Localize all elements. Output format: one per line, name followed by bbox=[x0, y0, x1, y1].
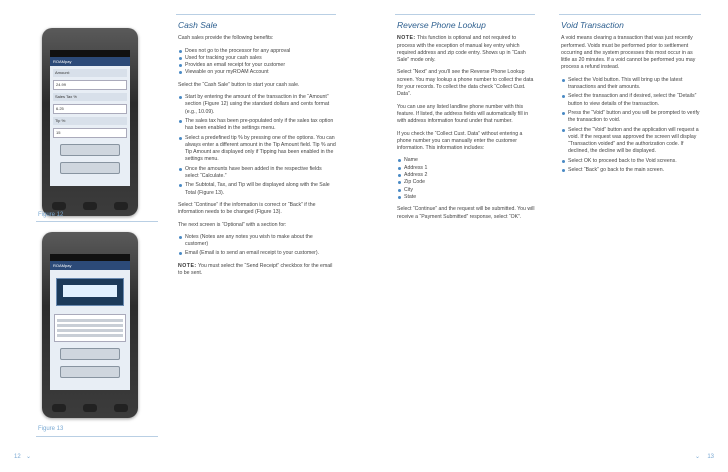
sales-tax-label: Sales Tax % bbox=[53, 93, 127, 101]
calculate-button[interactable] bbox=[60, 144, 120, 156]
void-steps-list bbox=[561, 77, 701, 175]
note-label: NOTE: bbox=[397, 35, 416, 42]
continue-button[interactable] bbox=[60, 348, 120, 360]
chevron-down-icon: ⌄ bbox=[26, 454, 32, 460]
reverse-phone-title: Reverse Phone Lookup bbox=[397, 20, 486, 30]
status-bar bbox=[50, 50, 130, 57]
list-item: Name bbox=[397, 157, 535, 164]
right-page-number: 13 bbox=[707, 454, 714, 460]
list-item: Select OK to proceed back to the Void screens. bbox=[561, 158, 701, 165]
reverse-phone-p2: You can use any listed landline phone number with this feature. If listed, the address fields will automatically fill in with address information found under that number. bbox=[397, 103, 529, 125]
list-item: Notes (Notes are any notes you wish to make about the customer) bbox=[178, 234, 336, 249]
list-item: Email (Email is to send an email receipt to your customer). bbox=[178, 250, 336, 257]
fields-list bbox=[397, 157, 535, 201]
void-column bbox=[561, 22, 701, 179]
figure-13-rule bbox=[36, 436, 158, 437]
continue-text: Select “Continue” if the information is correct or “Back” if the information needs to be changed (Figure 13). bbox=[178, 201, 316, 216]
confirmation-dialog bbox=[56, 278, 124, 306]
list-item: Press the “Void” button and you will be prompted to verify the transaction to void. bbox=[561, 110, 701, 125]
hardware-buttons bbox=[52, 404, 128, 414]
amount-label: Amount: bbox=[53, 69, 127, 77]
list-item: Select the “Void” button and the application will request a void. If the request was approved the screen will display “Transaction voided” and the authorization code. If declined, the decline will be displayed. bbox=[561, 127, 701, 156]
reverse-phone-p1: Select “Next” and you’ll see the Reverse Phone Lookup screen. You may lookup a phone number to collect the data for your records. To collect the data check “Collect Cust. Data”. bbox=[397, 69, 534, 98]
select-cash-sale-text: Select the “Cash Sale” button to start your cash sale. bbox=[178, 81, 300, 88]
app-title-bar: ROAMpay bbox=[50, 57, 130, 66]
figure-13-caption: Figure 13 bbox=[38, 426, 64, 432]
back-button[interactable] bbox=[60, 162, 120, 174]
back-button[interactable] bbox=[60, 366, 120, 378]
note-label: NOTE: bbox=[178, 262, 197, 269]
chevron-down-icon: ⌄ bbox=[694, 454, 700, 460]
list-item: Select “Back” go back to the main screen. bbox=[561, 167, 701, 174]
cash-sale-title: Cash Sale bbox=[178, 20, 218, 30]
cash-sale-intro: Cash sales provide the following benefits: bbox=[178, 35, 274, 42]
list-item: Address 1 bbox=[397, 165, 535, 172]
phone-figure-12 bbox=[42, 28, 138, 216]
list-item: Start by entering the amount of the transaction in the “Amount” section (Figure 12) using the standard dollars and cents format (e.g., 10.09). bbox=[178, 94, 336, 116]
note-text: This function is optional and not required to process with the exception of manual key entry which required address and zip code entry. Shows up in “Cash Sale” mode only. bbox=[397, 35, 526, 64]
figure-12-caption: Figure 12 bbox=[38, 212, 64, 218]
hardware-buttons bbox=[52, 202, 128, 212]
list-item: Does not go to the processor for any approval bbox=[178, 48, 336, 55]
cash-sale-rule bbox=[176, 14, 336, 15]
sale-amounts-table bbox=[54, 314, 126, 342]
note-text: You must select the “Send Receipt” checkbox for the email to be sent. bbox=[178, 262, 333, 277]
phone-screen-13 bbox=[50, 254, 130, 390]
list-item: The sales tax has been pre-populated only if the sales tax option has been enabled in the settings menu. bbox=[178, 118, 336, 133]
optional-text: The next screen is “Optional” with a section for: bbox=[178, 221, 287, 228]
list-item: Once the amounts have been added in the respective fields select “Calculate.” bbox=[178, 166, 336, 181]
optional-list bbox=[178, 234, 336, 258]
reverse-phone-p4: Select “Continue” and the request will be submitted. You will receive a “Payment Submitted” response, select “OK”. bbox=[397, 206, 535, 220]
reverse-phone-note bbox=[397, 35, 535, 64]
app-title-bar: ROAMpay bbox=[50, 261, 130, 270]
status-bar bbox=[50, 254, 130, 261]
reverse-phone-rule bbox=[395, 14, 535, 15]
list-item: State bbox=[397, 194, 535, 201]
cash-sale-note bbox=[178, 263, 336, 278]
left-page-number: 12 bbox=[14, 454, 21, 460]
cash-sale-column bbox=[178, 22, 336, 282]
list-item: Provides an email receipt for your customer bbox=[178, 62, 336, 69]
list-item: Used for tracking your cash sales bbox=[178, 55, 336, 62]
tip-label: Tip %: bbox=[53, 117, 127, 125]
reverse-phone-p3: If you check the “Collect Cust. Data” without entering a phone number you can manually enter the customer information. This information includes: bbox=[397, 130, 523, 152]
phone-figure-13 bbox=[42, 232, 138, 418]
list-item: Address 2 bbox=[397, 172, 535, 179]
list-item: The Subtotal, Tax, and Tip will be displayed along with the Sale Total (Figure 13). bbox=[178, 182, 336, 197]
list-item: Viewable on your myROAM Account bbox=[178, 69, 336, 76]
list-item: Select the Void button. This will bring up the latest transactions and their amounts. bbox=[561, 77, 701, 92]
list-item: Select the transaction and if desired, select the “Details” button to view details of the transaction. bbox=[561, 93, 701, 108]
list-item: Zip Code bbox=[397, 179, 535, 186]
list-item: Select a predefined tip % by pressing one of the options. You can always enter a different amount in the Tip Amount field. Tip % and Tip Amount are displayed only if Tipping has been enabled in the settings menu. bbox=[178, 135, 336, 164]
figure-12-rule bbox=[36, 221, 158, 222]
reverse-phone-column bbox=[397, 22, 535, 226]
amount-field[interactable]: 24.99 bbox=[53, 80, 127, 90]
void-rule bbox=[559, 14, 701, 15]
phone-screen-12 bbox=[50, 50, 130, 186]
void-title: Void Transaction bbox=[561, 20, 624, 30]
sales-tax-field[interactable]: 6.25 bbox=[53, 104, 127, 114]
void-intro: A void means clearing a transaction that was just recently performed. Voids must be performed prior to settlement occurring and the system processes this most occur in as little as 20 minutes. If a void cannot be performed you may process a refund instead. bbox=[561, 35, 696, 71]
benefits-list bbox=[178, 48, 336, 77]
list-item: City bbox=[397, 187, 535, 194]
steps-list bbox=[178, 94, 336, 197]
tip-field[interactable]: 15 bbox=[53, 128, 127, 138]
